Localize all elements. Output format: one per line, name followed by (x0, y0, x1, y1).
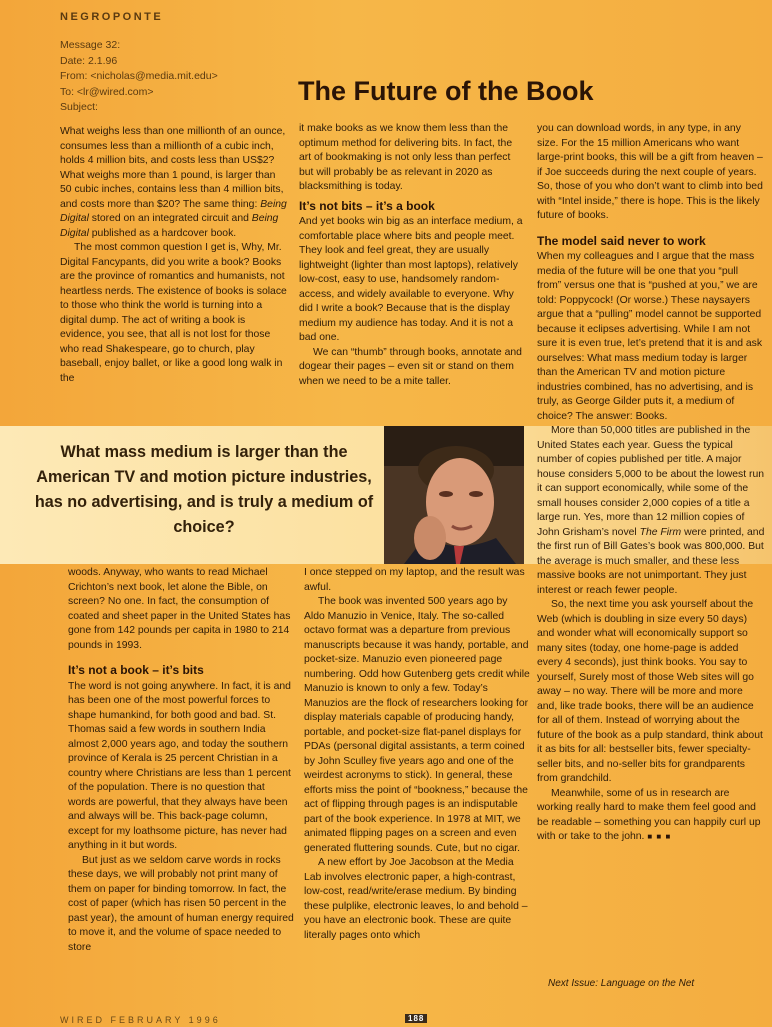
paragraph: The book was invented 500 years ago by Aldo Manuzio in Venice, Italy. The so-called octavo format was a departure from previous manuscripts because it was handy, portable, and pocket-size. Manuzio even pioneered page numbering. Odd how Gutenberg gets credit while Manuzio is known to only a few. Today’s Manuzios are the flock of researchers looking for display materials capable of producing handy, portable, and pocket-size flat-panel displays for PDAs (personal digital assistants, a term coined by John Sculley five years ago and one of the weirdest acronyms to stick). In general, these efforts miss the point of “bookness,” because the act of flipping through pages is an indisputable part of the book experience. In 1978 at MIT, we animated flipping pages on a screen and even generated fluttering sounds. Cute, but no cigar. (304, 596, 530, 854)
author-portrait (384, 426, 524, 564)
column-bottom-middle (304, 566, 530, 1012)
column-top-middle (299, 122, 525, 422)
end-mark: ■ ■ ■ (647, 832, 672, 841)
paragraph: When my colleagues and I argue that the mass media of the future will be one that you “pull from” versus one that is “pushed at you,” we are told: Poppycock! (Or worse.) These naysayers argue that a “pulling” model cannot be supported because it eclipses advertising. While I am not sure it is even true, let’s pretend that it is and ask ourselves: What mass medium today is larger than the American TV and motion picture industries combined, has no advertising, and is truly, as George Gilder puts it, a medium of choice? The answer: Books. (537, 251, 763, 422)
next-issue: Next Issue: Language on the Net (548, 978, 695, 989)
page-number: 188 (405, 1014, 427, 1023)
paragraph: The word is not going anywhere. In fact, it is and has been one of the most powerful forces to shape humankind, for both good and bad. St. Thomas said a few words in southern India almost 2,000 years ago, and today the southern province of Kerala is 25 percent Christian in a country where Christians are less than 1 percent of the population. There is no question that words are powerful, that they always have been and always will be. This back-page column, except for my loathsome picture, has never had anything in it but words. (68, 680, 291, 851)
column-right (537, 122, 765, 974)
paragraph: We can “thumb” through books, annotate and dogear their pages – even sit or stand on them when we need to be a mite taller. (299, 346, 522, 387)
section-header: NEGROPONTE (60, 11, 164, 23)
paragraph: A new effort by Joe Jacobson at the Media Lab involves electronic paper, a high-contrast, low-cost, read/write/erase medium. By binding these pulplike, electronic leaves, lo and behold – you have an electronic book. These are quite literally pages onto which (304, 857, 528, 941)
subheading: It’s not bits – it’s a book (299, 198, 435, 213)
paragraph: More than 50,000 titles are published in the United States each year. Guess the typical number of copies published per title. A major house considers 5,000 to be about the lowest run it can support economically, while some of the small houses consider 2,000 copies of a title a large run. Yes, more than 12 million copies of John Grisham’s novel The Firm were printed, and the first run of Bill Gates’s book was 800,000. But the average is much smaller, and these less massive books are not unimportant. They just interest or reach fewer people. (537, 425, 765, 596)
paragraph: woods. Anyway, who wants to read Michael Crichton’s next book, let alone the Bible, on screen? No one. In fact, the consumption of coated and sheet paper in the United States has gone from 142 pounds per capita in 1980 to 214 pounds in 1993. (68, 567, 291, 651)
paragraph: The most common question I get is, Why, Mr. Digital Fancypants, did you write a book? Books are the province of romantics and humanists, not heartless nerds. The existence of books is solace to those who think the world is turning into a digital dump. The act of writing a book is evidence, you see, that all is not lost for those who read Shakespeare, go to church, play baseball, enjoy ballet, or like a good long walk in the (60, 242, 287, 384)
message-header (60, 38, 218, 116)
paragraph: So, the next time you ask yourself about the Web (which is doubling in size every 50 days) and wonder what will economically support so many sites (today, one home-page is added every 4 seconds), just think books. You say to yourself, Surely most of those Web sites will go away – no way. There will be more and more and, like trade books, there will be an audience for all of them. Instead of worrying about the future of the book as a pulp standard, think about it as bits for all: bestseller bits, fewer specialty-seller bits, and no-seller bits for grandparents from grandchild. (537, 599, 763, 784)
column-bottom-left (68, 566, 294, 1012)
message-subject: Subject: (60, 101, 98, 113)
message-from: From: <nicholas@media.mit.edu> (60, 70, 218, 82)
subheading: It’s not a book – it’s bits (68, 663, 204, 677)
message-to: To: <lr@wired.com> (60, 85, 154, 98)
message-date: Date: 2.1.96 (60, 54, 118, 67)
paragraph: you can download words, in any type, in any size. For the 15 million Americans who want large-print books, this will be a gift from heaven – if Joe succeeds during the next couple of years. So, those of you who don’t want to climb into bed with “Intel inside,” there is hope. This is the likely future of books. (537, 123, 763, 221)
paragraph: I once stepped on my laptop, and the result was awful. (304, 567, 525, 593)
footer-magazine: WIRED FEBRUARY 1996 (60, 1015, 221, 1025)
paragraph: it make books as we know them less than the optimum method for delivering bits. In fact, the art of bookmaking is not only less than perfect but will probably be as relevant in 2020 as blacksmithing is today. (299, 123, 513, 192)
paragraph: Meanwhile, some of us in research are working really hard to make them feel good and be readable – something you can happily curl up with or take to the john. ■ ■ ■ (537, 787, 761, 842)
message-number: Message 32: (60, 39, 121, 51)
column-top-left (60, 125, 288, 423)
paragraph: But just as we seldom carve words in rocks these days, we will probably not print many of them on paper for binding tomorrow. In fact, the cost of paper (which has risen 50 percent in the past year), the amount of human energy required to move it, and the volume of space needed to store (68, 854, 294, 953)
paragraph: What weighs less than one millionth of an ounce, consumes less than a millionth of a cubic inch, holds 4 million bits, and costs less than US$2? What weighs more than 1 pound, is larger than 50 cubic inches, contains less than 4 million bits, and costs more than $20? The same thing: Being Digital stored on an integrated circuit and Being Digital published as a hardcover book. (60, 126, 287, 239)
subheading: The model said never to work (537, 233, 706, 248)
pullquote: What mass medium is larger than the American TV and motion picture industries, has no advertising, and is truly a medium of choice? (34, 443, 374, 536)
paragraph: And yet books win big as an interface medium, a comfortable place where bits and people meet. They look and feel great, they are usually lightweight (lighter than most laptops), relatively low-cost, easy to use, handsomely random-access, and widely available to everyone. Why did I write a book? Because that is the display medium my audience has today. And it is not a bad one. (299, 216, 523, 343)
article-title: The Future of the Book (298, 76, 594, 106)
